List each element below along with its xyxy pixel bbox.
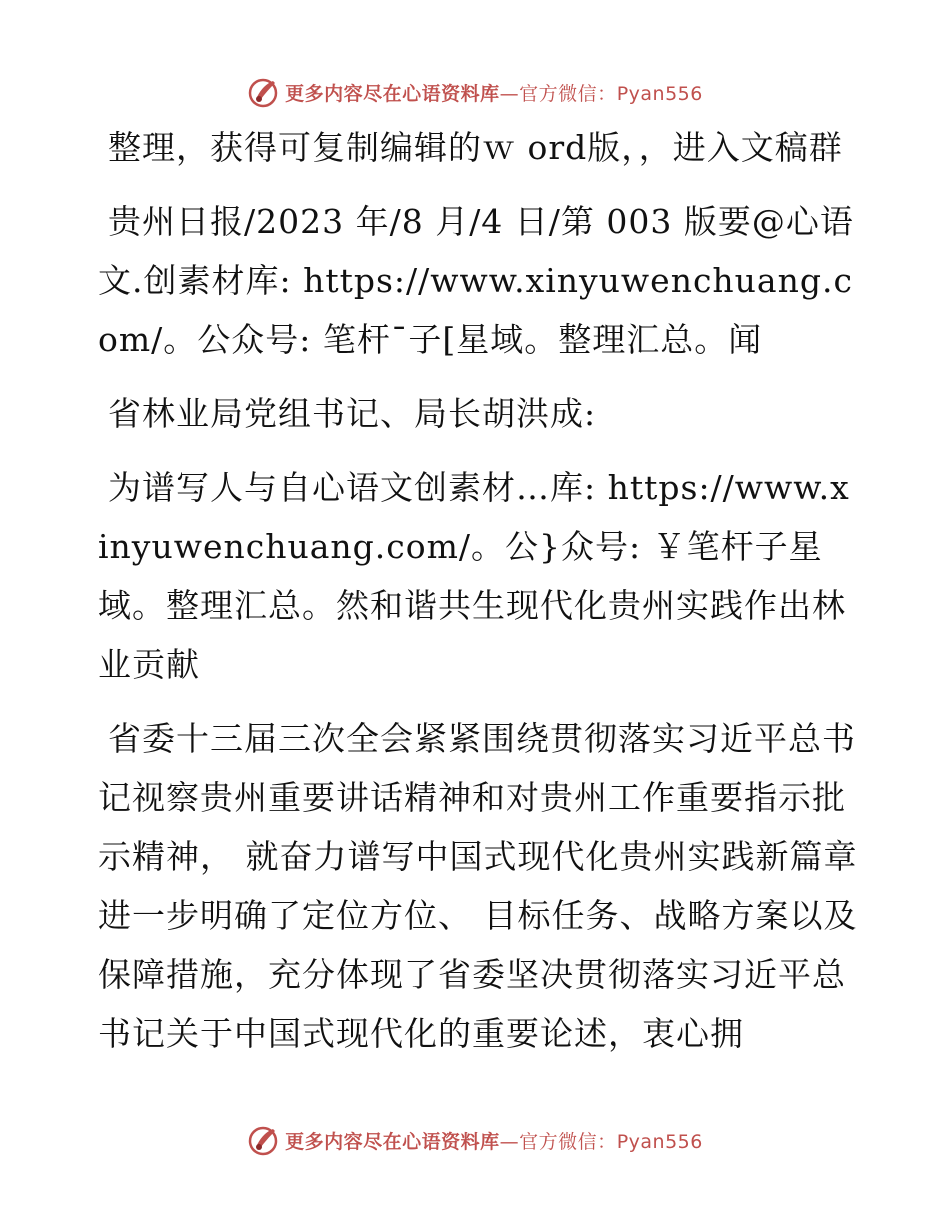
header-banner-main: 更多内容尽在心语资料库 (285, 82, 500, 105)
paragraph-3: 省林业局党组书记、局长胡洪成: (108, 394, 597, 433)
paragraph-2: 贵州日报/2023 年/8 月/4 日/第 003 版要@心语文.创素材库: https://www.xinyuwenchuang.com/。公众号: 笔杆¯子[星域。整理汇总。闻 (98, 202, 854, 359)
footer-banner (0, 1120, 950, 1160)
footer-banner-account: Pyan556 (616, 1130, 703, 1153)
header-banner-sub: —官方微信： (499, 82, 617, 105)
footer-banner-main: 更多内容尽在心语资料库 (285, 1130, 500, 1153)
paragraph-4: 为谱写人与自心语文创素材…库: https://www.xinyuwenchuang.com/。公}众号: ￥笔杆子星域。整理汇总。然和谐共生现代化贵州实践作出林业贡献 (98, 468, 850, 684)
header-banner (0, 72, 950, 112)
footer-banner-sub: —官方微信： (499, 1130, 617, 1153)
document-body (98, 118, 858, 1078)
paragraph-5: 省委十三届三次全会紧紧围绕贯彻落实习近平总书记视察贵州重要讲话精神和对贵州工作重要指示批示精神， 就奋力谱写中国式现代化贵州实践新篇章进一步明确了定位方位、 目标任务、战略方案以及保障措施，充分体现了省委坚决贯彻落实习近平总书记关于中国式现代化的重要论述，衷心拥 (98, 719, 858, 1053)
header-banner-account: Pyan556 (616, 82, 703, 105)
brush-logo-icon (247, 75, 281, 109)
brush-logo-icon (247, 1123, 281, 1157)
paragraph-1: 整理，获得可复制编辑的ｗ ord版，，进入文稿群 (108, 128, 843, 167)
